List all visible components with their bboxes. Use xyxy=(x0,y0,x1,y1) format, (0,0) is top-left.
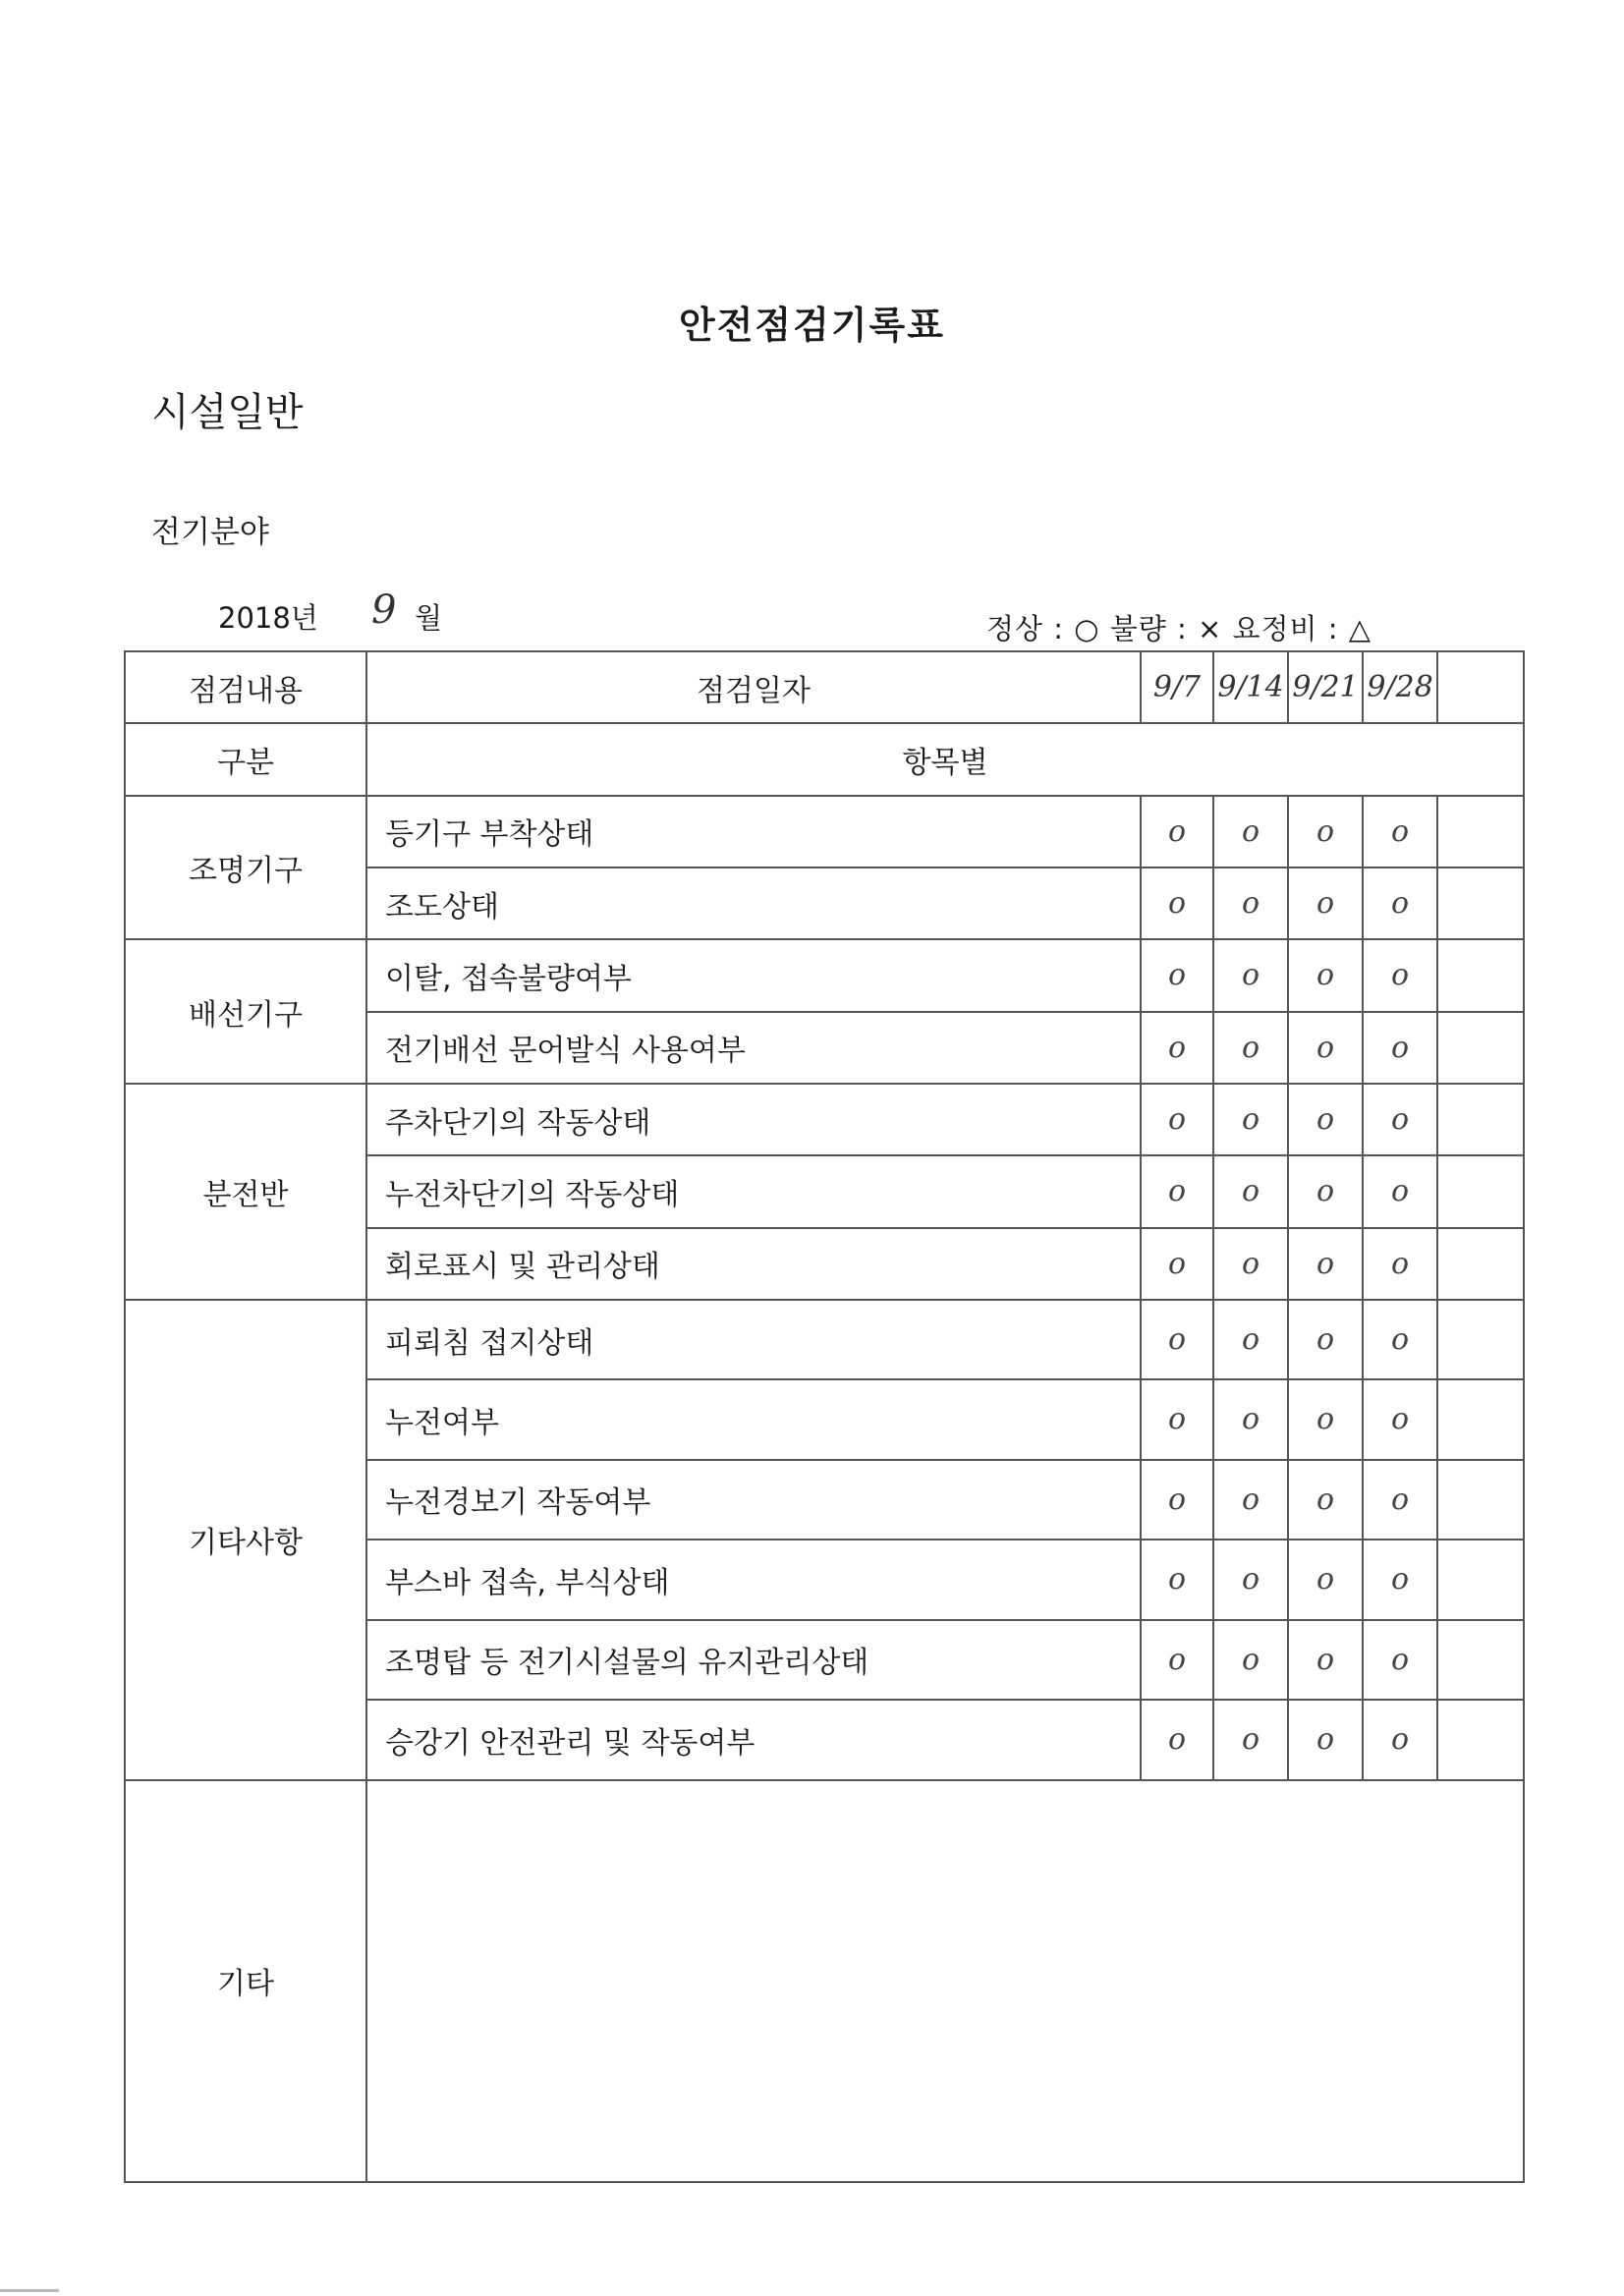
table-row xyxy=(125,939,1524,1011)
year-label: 2018년 xyxy=(218,601,318,635)
item-label: 조명탑 등 전기시설물의 유지관리상태 xyxy=(366,1620,1141,1700)
check-mark-cell: o xyxy=(1363,1700,1437,1779)
category-cell: 조명기구 xyxy=(125,796,366,940)
check-mark-cell: o xyxy=(1213,1300,1288,1379)
page-title: 안전점검기록표 xyxy=(679,304,945,347)
header-items: 항목별 xyxy=(366,723,1524,795)
check-mark-cell: o xyxy=(1288,1300,1363,1379)
check-mark-cell: o xyxy=(1141,1084,1213,1155)
month-label: 월 xyxy=(415,601,443,635)
header-category: 구분 xyxy=(125,723,366,795)
table-row xyxy=(125,1300,1524,1379)
item-label: 이탈, 접속불량여부 xyxy=(366,939,1141,1011)
blank-cell xyxy=(1437,796,1524,868)
check-mark-cell: o xyxy=(1213,1379,1288,1459)
check-mark-cell: o xyxy=(1141,1620,1213,1700)
check-mark-cell: o xyxy=(1141,1300,1213,1379)
blank-cell xyxy=(1437,1620,1524,1700)
date-cell: 9/28 xyxy=(1363,651,1437,723)
blank-cell xyxy=(1437,1155,1524,1227)
date-cell: 9/7 xyxy=(1141,651,1213,723)
check-mark-cell: o xyxy=(1141,796,1213,868)
blank-cell xyxy=(1437,1084,1524,1155)
check-mark-cell: o xyxy=(1141,1379,1213,1459)
item-label: 등기구 부착상태 xyxy=(366,796,1141,868)
item-label: 주차단기의 작동상태 xyxy=(366,1084,1141,1155)
check-mark-cell: o xyxy=(1141,1700,1213,1779)
check-mark-cell: o xyxy=(1141,1012,1213,1084)
date-cell: 9/21 xyxy=(1288,651,1363,723)
other-row xyxy=(125,1780,1524,2182)
inspection-table xyxy=(124,650,1525,2183)
check-mark-cell: o xyxy=(1288,1540,1363,1619)
item-label: 회로표시 및 관리상태 xyxy=(366,1228,1141,1300)
other-content[interactable] xyxy=(366,1780,1524,2182)
check-mark-cell: o xyxy=(1363,1379,1437,1459)
blank-cell xyxy=(1437,1012,1524,1084)
subsection-heading: 전기분야 xyxy=(151,515,269,550)
scan-edge-mark xyxy=(0,2289,59,2292)
check-mark-cell: o xyxy=(1213,1460,1288,1540)
blank-cell xyxy=(1437,1700,1524,1779)
check-mark-cell: o xyxy=(1288,868,1363,939)
item-label: 누전여부 xyxy=(366,1379,1141,1459)
check-mark-cell: o xyxy=(1363,939,1437,1011)
category-cell: 기타사항 xyxy=(125,1300,366,1780)
check-mark-cell: o xyxy=(1363,1460,1437,1540)
blank-cell xyxy=(1437,939,1524,1011)
blank-cell xyxy=(1437,1540,1524,1619)
check-mark-cell: o xyxy=(1141,1460,1213,1540)
check-mark-cell: o xyxy=(1141,1228,1213,1300)
check-mark-cell: o xyxy=(1213,939,1288,1011)
check-mark-cell: o xyxy=(1213,1620,1288,1700)
check-mark-cell: o xyxy=(1141,939,1213,1011)
check-mark-cell: o xyxy=(1363,1540,1437,1619)
check-mark-cell: o xyxy=(1288,1228,1363,1300)
blank-cell xyxy=(1437,1379,1524,1459)
month-value: 9 xyxy=(371,588,397,633)
check-mark-cell: o xyxy=(1141,1540,1213,1619)
legend: 정상 : ○ 불량 : × 요정비 : △ xyxy=(986,612,1372,645)
check-mark-cell: o xyxy=(1288,1620,1363,1700)
check-mark-cell: o xyxy=(1363,1084,1437,1155)
blank-cell xyxy=(1437,868,1524,939)
header-row-2 xyxy=(125,723,1524,795)
date-cell: 9/14 xyxy=(1213,651,1288,723)
check-mark-cell: o xyxy=(1213,1228,1288,1300)
check-mark-cell: o xyxy=(1213,1012,1288,1084)
item-label: 피뢰침 접지상태 xyxy=(366,1300,1141,1379)
check-mark-cell: o xyxy=(1363,1300,1437,1379)
check-mark-cell: o xyxy=(1213,796,1288,868)
blank-cell xyxy=(1437,651,1524,723)
item-label: 승강기 안전관리 및 작동여부 xyxy=(366,1700,1141,1779)
item-label: 누전경보기 작동여부 xyxy=(366,1460,1141,1540)
header-row xyxy=(125,651,1524,723)
check-mark-cell: o xyxy=(1363,796,1437,868)
category-cell: 배선기구 xyxy=(125,939,366,1084)
check-mark-cell: o xyxy=(1288,939,1363,1011)
blank-cell xyxy=(1437,1460,1524,1540)
check-mark-cell: o xyxy=(1288,1084,1363,1155)
item-label: 부스바 접속, 부식상태 xyxy=(366,1540,1141,1619)
check-mark-cell: o xyxy=(1288,1460,1363,1540)
check-mark-cell: o xyxy=(1213,1540,1288,1619)
check-mark-cell: o xyxy=(1288,1700,1363,1779)
check-mark-cell: o xyxy=(1141,868,1213,939)
check-mark-cell: o xyxy=(1288,1379,1363,1459)
check-mark-cell: o xyxy=(1363,1228,1437,1300)
table-row xyxy=(125,796,1524,868)
check-mark-cell: o xyxy=(1141,1155,1213,1227)
header-col1: 점검내용 xyxy=(125,651,366,723)
item-label: 조도상태 xyxy=(366,868,1141,939)
check-mark-cell: o xyxy=(1363,868,1437,939)
item-label: 누전차단기의 작동상태 xyxy=(366,1155,1141,1227)
check-mark-cell: o xyxy=(1363,1155,1437,1227)
category-cell: 분전반 xyxy=(125,1084,366,1300)
check-mark-cell: o xyxy=(1213,1155,1288,1227)
check-mark-cell: o xyxy=(1213,1084,1288,1155)
item-label: 전기배선 문어발식 사용여부 xyxy=(366,1012,1141,1084)
check-mark-cell: o xyxy=(1363,1012,1437,1084)
header-col2: 점검일자 xyxy=(366,651,1141,723)
check-mark-cell: o xyxy=(1288,1155,1363,1227)
section-heading: 시설일반 xyxy=(151,390,304,435)
check-mark-cell: o xyxy=(1363,1620,1437,1700)
table-row xyxy=(125,1084,1524,1155)
check-mark-cell: o xyxy=(1213,1700,1288,1779)
check-mark-cell: o xyxy=(1288,1012,1363,1084)
check-mark-cell: o xyxy=(1288,796,1363,868)
blank-cell xyxy=(1437,1228,1524,1300)
blank-cell xyxy=(1437,1300,1524,1379)
check-mark-cell: o xyxy=(1213,868,1288,939)
other-label: 기타 xyxy=(125,1780,366,2182)
